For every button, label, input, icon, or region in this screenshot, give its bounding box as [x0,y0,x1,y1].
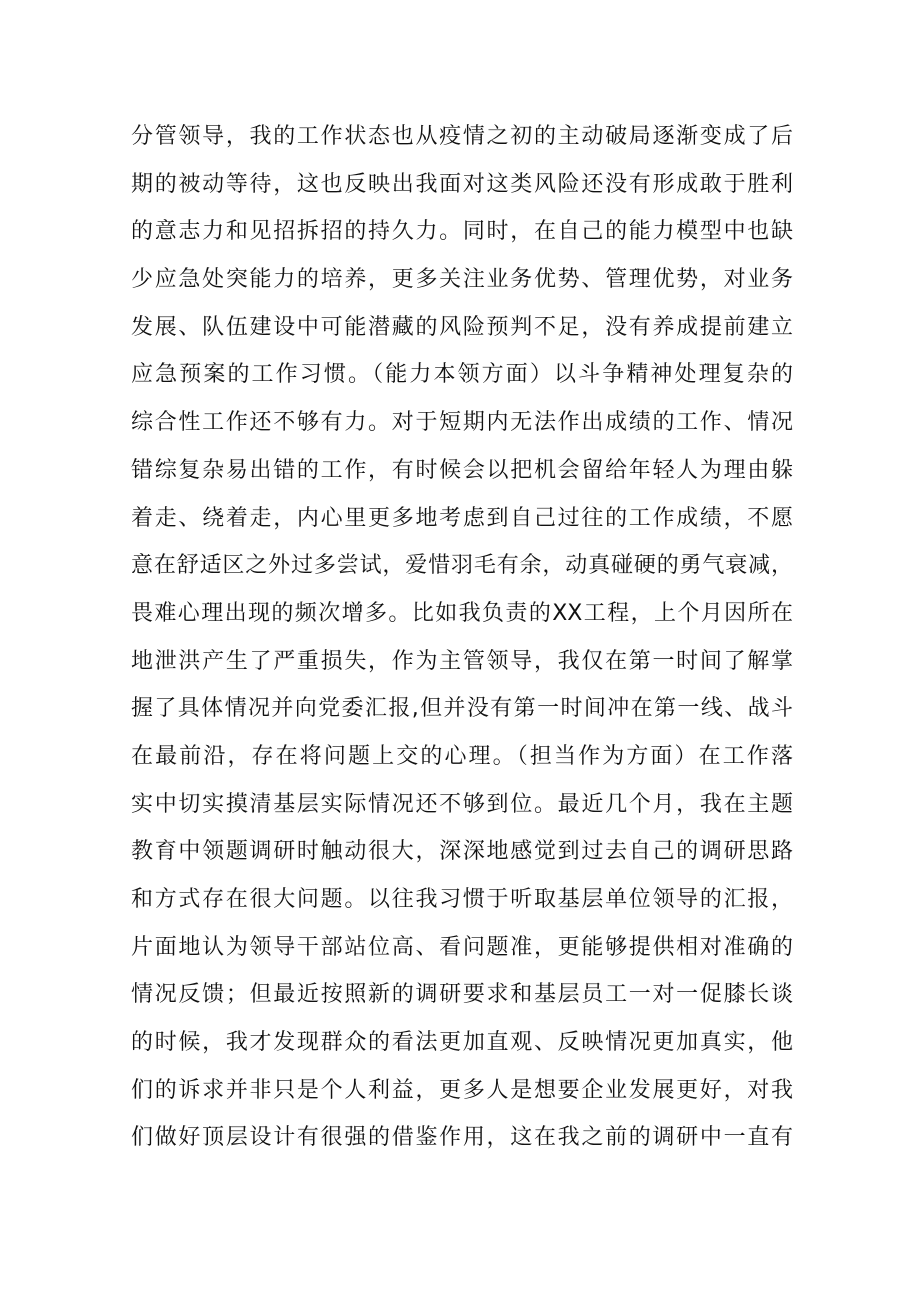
text-line: 在最前沿，存在将问题上交的心理。（担当作为方面）在工作落 [131,743,793,769]
text-line: 们的诉求并非只是个人利益，更多人是想要企业发展更好，对我 [131,1077,793,1103]
text-line: 握了具体情况并向党委汇报,但并没有第一时间冲在第一线、战斗 [131,696,793,722]
text-line: 教育中领题调研时触动很大，深深地感觉到过去自己的调研思路 [131,839,793,865]
text-line: 综合性工作还不够有力。对于短期内无法作出成绩的工作、情况 [131,410,793,436]
text-line: 畏难心理出现的频次增多。比如我负责的XX工程，上个月因所在 [131,600,793,626]
text-line: 发展、队伍建设中可能潜藏的风险预判不足，没有养成提前建立 [131,314,793,340]
text-line: 分管领导，我的工作状态也从疫情之初的主动破局逐渐变成了后 [131,124,793,149]
text-line: 着走、绕着走，内心里更多地考虑到自己过往的工作成绩，不愿 [131,505,793,531]
text-line: 期的被动等待，这也反映出我面对这类风险还没有形成敢于胜利 [131,171,793,197]
text-line: 和方式存在很大问题。以往我习惯于听取基层单位领导的汇报， [131,887,793,912]
text-line: 应急预案的工作习惯。（能力本领方面）以斗争精神处理复杂的 [131,362,793,388]
text-line: 的意志力和见招拆招的持久力。同时，在自己的能力模型中也缺 [131,219,793,245]
text-line: 地泄洪产生了严重损失，作为主管领导，我仅在第一时间了解掌 [131,648,793,674]
text-line: 们做好顶层设计有很强的借鉴作用，这在我之前的调研中一直有 [131,1125,793,1151]
text-line: 情况反馈；但最近按照新的调研要求和基层员工一对一促膝长谈 [131,982,793,1008]
text-line: 少应急处突能力的培养，更多关注业务优势、管理优势，对业务 [131,267,793,293]
text-line: 错综复杂易出错的工作，有时候会以把机会留给年轻人为理由躲 [131,457,793,483]
text-line: 片面地认为领导干部站位高、看问题准，更能够提供相对准确的 [131,934,793,960]
text-line: 意在舒适区之外过多尝试，爱惜羽毛有余，动真碰硬的勇气衰减， [131,553,793,579]
text-line: 实中切实摸清基层实际情况还不够到位。最近几个月，我在主题 [131,791,793,817]
body-text [131,113,793,1162]
text-line: 的时候，我才发现群众的看法更加直观、反映情况更加真实，他 [131,1030,793,1056]
